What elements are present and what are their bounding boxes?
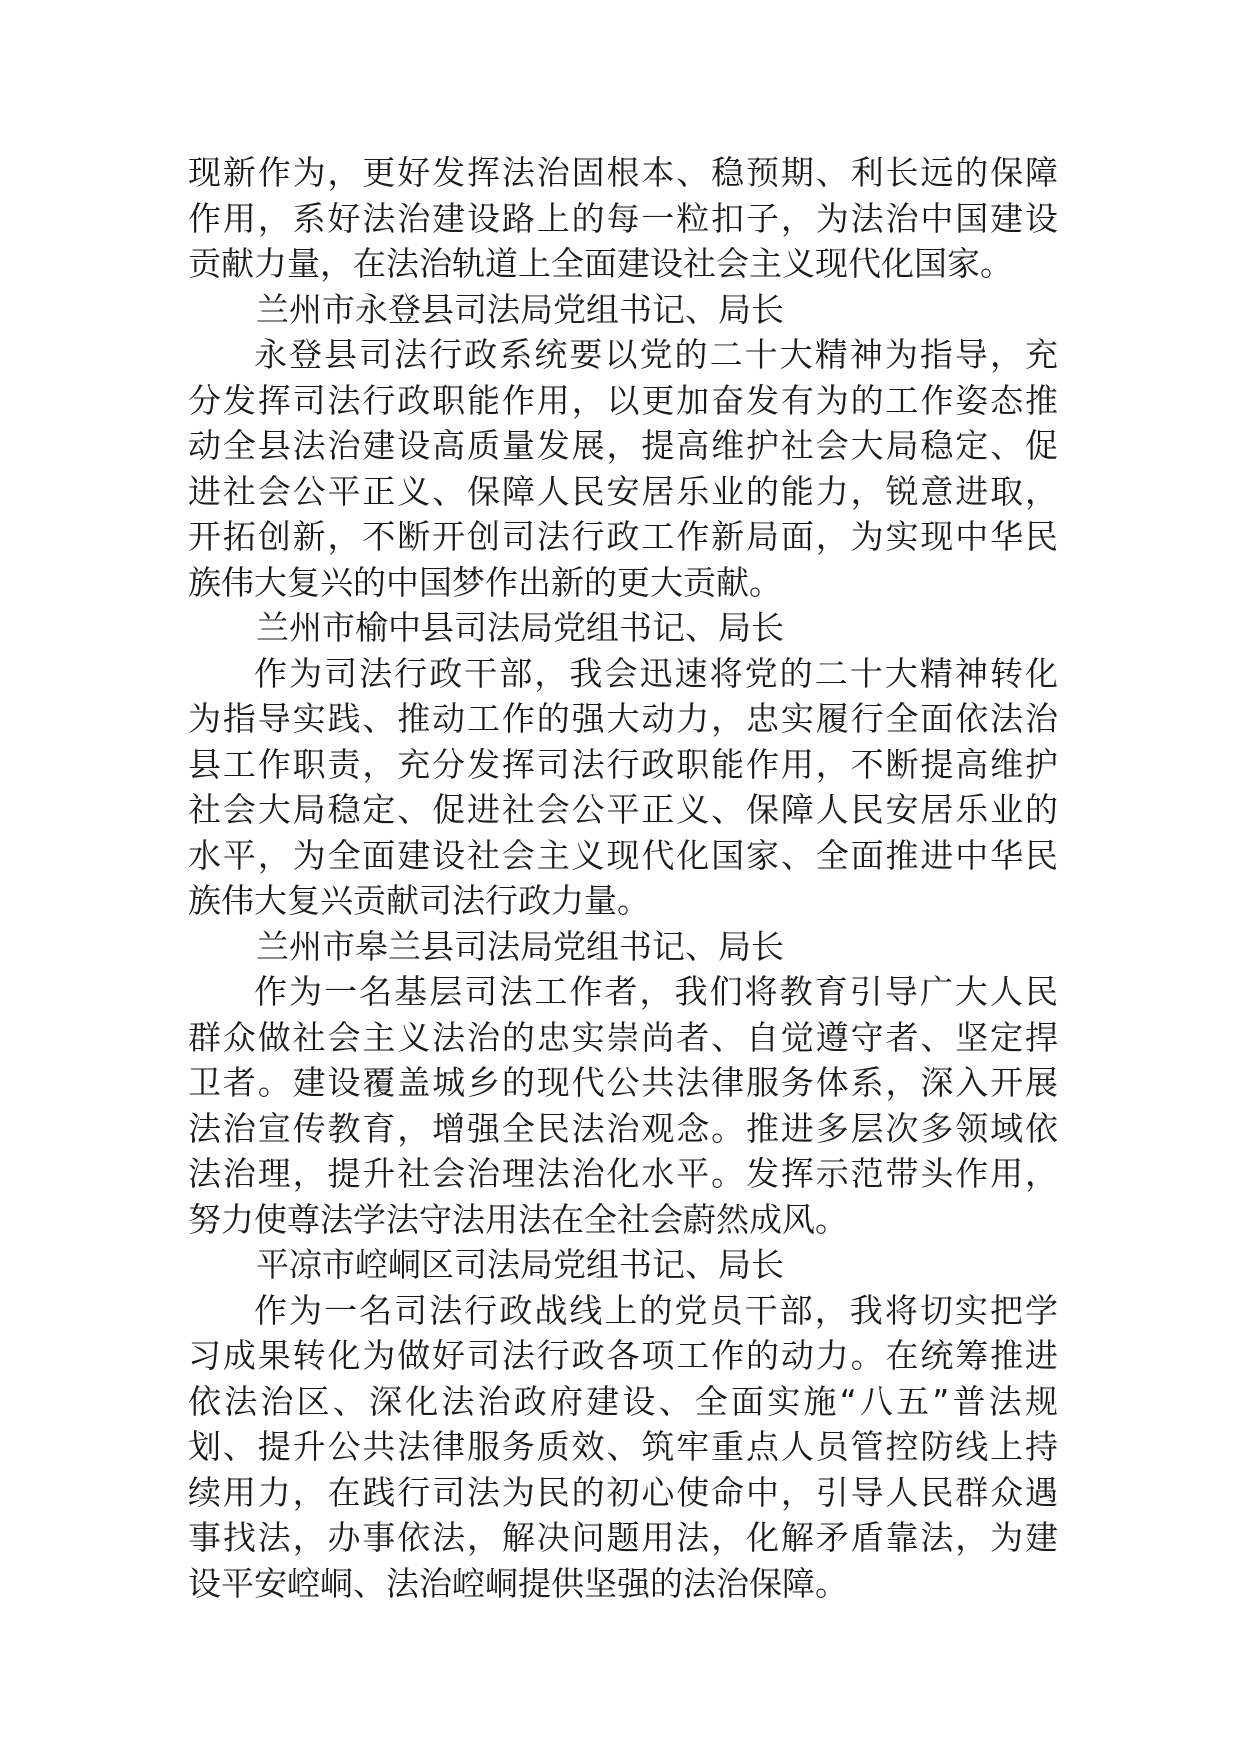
text-line: 事找法，办事依法，解决问题用法，化解矛盾靠法，为建: [188, 1518, 1058, 1557]
document-page: [188, 150, 1058, 1606]
paragraph-kongtong: [188, 1288, 1058, 1607]
text-line: 社会大局稳定、促进社会公平正义、保障人民安居乐业的: [188, 790, 1058, 829]
text-line: 进社会公平正义、保障人民安居乐业的能力，锐意进取，: [188, 471, 1058, 511]
section-heading-yuzhong: 兰州市榆中县司法局党组书记、局长: [256, 608, 784, 647]
text-line: 划、提升公共法律服务质效、筑牢重点人员管控防线上持: [188, 1427, 1058, 1466]
text-line: 习成果转化为做好司法行政各项工作的动力。在统筹推进: [188, 1336, 1058, 1375]
paragraph-yuzhong: [188, 651, 1058, 924]
text-line: 分发挥司法行政职能作用，以更加奋发有为的工作姿态推: [188, 380, 1058, 420]
text-line: 作为一名司法行政战线上的党员干部，我将切实把学: [254, 1290, 1058, 1330]
text-line: 现新作为，更好发挥法治固根本、稳预期、利长远的保障: [188, 153, 1058, 192]
text-line: 法治宣传教育，增强全民法治观念。推进多层次多领域依: [188, 1108, 1058, 1148]
text-line: 族伟大复兴的中国梦作出新的更大贡献。: [188, 562, 782, 602]
text-line: 作为一名基层司法工作者，我们将教育引导广大人民: [254, 972, 1058, 1011]
text-line: 水平，为全面建设社会主义现代化国家、全面推进中华民: [188, 835, 1058, 875]
text-line: 贡献力量，在法治轨道上全面建设社会主义现代化国家。: [188, 244, 1013, 283]
paragraph-yongdeng: [188, 332, 1058, 605]
text-line: 依法治区、深化法治政府建设、全面实施“八五”普法规: [188, 1381, 1058, 1421]
text-line: 开拓创新，不断开创司法行政工作新局面，为实现中华民: [188, 517, 1058, 556]
text-line: 努力使尊法学法守法用法在全社会蔚然成风。: [188, 1199, 848, 1239]
text-line: 动全县法治建设高质量发展，提高维护社会大局稳定、促: [188, 426, 1058, 465]
paragraph-continuation: [188, 150, 1058, 287]
text-line: 续用力，在践行司法为民的初心使命中，引导人民群众遇: [188, 1472, 1058, 1512]
text-line: 县工作职责，充分发挥司法行政职能作用，不断提高维护: [188, 744, 1058, 784]
section-heading-gaolan: 兰州市皋兰县司法局党组书记、局长: [256, 926, 784, 966]
text-line: 群众做社会主义法治的忠实崇尚者、自觉遵守者、坚定捍: [188, 1017, 1058, 1057]
section-heading-yongdeng: 兰州市永登县司法局党组书记、局长: [256, 289, 784, 329]
text-line: 作用，系好法治建设路上的每一粒扣子，为法治中国建设: [188, 198, 1058, 238]
paragraph-gaolan: [188, 969, 1058, 1242]
section-heading-kongtong: 平凉市崆峒区司法局党组书记、局长: [256, 1245, 784, 1284]
text-line: 法治理，提升社会治理法治化水平。发挥示范带头作用，: [188, 1154, 1058, 1193]
text-line: 设平安崆峒、法治崆峒提供坚强的法治保障。: [188, 1563, 848, 1603]
text-line: 族伟大复兴贡献司法行政力量。: [188, 881, 650, 920]
text-line: 作为司法行政干部，我会迅速将党的二十大精神转化: [254, 653, 1058, 693]
text-line: 卫者。建设覆盖城乡的现代公共法律服务体系，深入开展: [188, 1063, 1058, 1102]
text-line: 永登县司法行政系统要以党的二十大精神为指导，充: [254, 335, 1058, 374]
text-line: 为指导实践、推动工作的强大动力，忠实履行全面依法治: [188, 699, 1058, 738]
